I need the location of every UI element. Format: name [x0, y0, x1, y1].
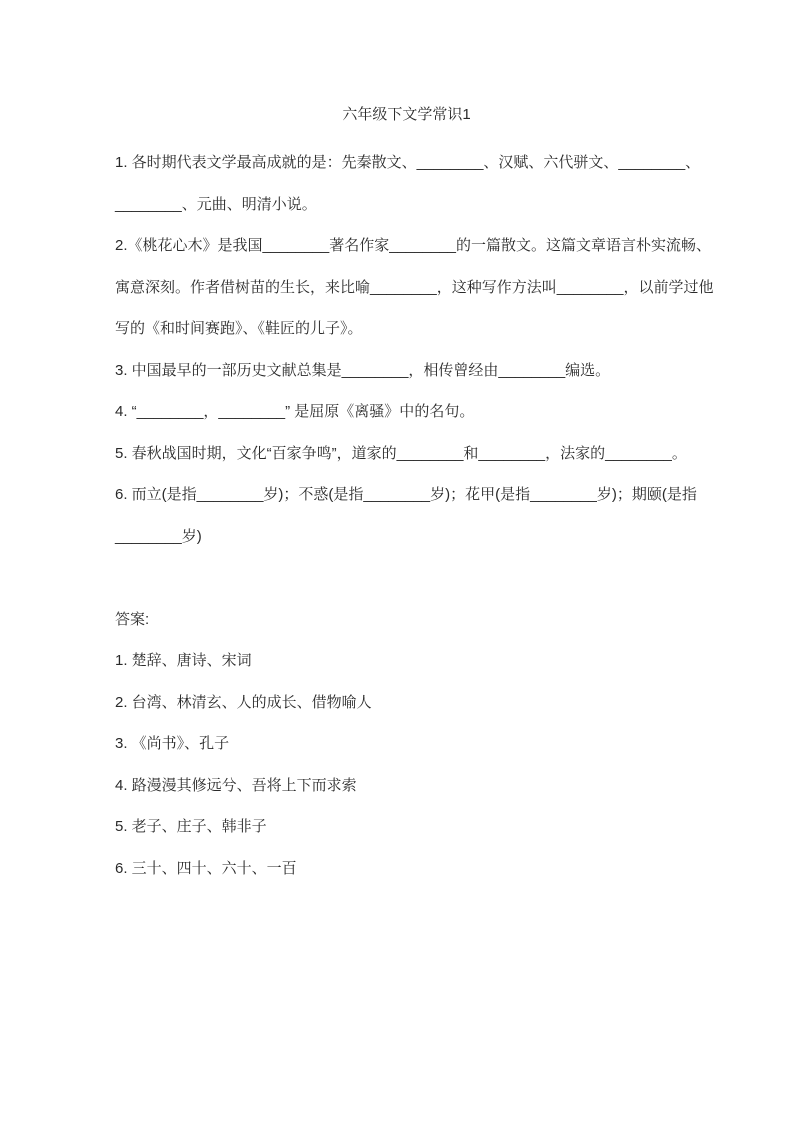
- question-6-line-1: 6. 而立(是指________岁)；不惑(是指________岁)；花甲(是指________岁)；期颐(是指: [115, 486, 697, 503]
- question-2-line-2: 寓意深刻。作者借树苗的生长，来比喻________，这种写作方法叫________，以前学过他: [115, 278, 714, 296]
- answer-3: 3. 《尚书》、孔子: [115, 735, 230, 752]
- question-5-line-1: 5. 春秋战国时期，文化“百家争鸣”，道家的________和________，法家的________。: [115, 444, 687, 462]
- question-4-line-1: 4. “________，________” 是屈原《离骚》中的名句。: [115, 403, 475, 420]
- question-3-line-1: 3. 中国最早的一部历史文献总集是________，相传曾经由________编选。: [115, 361, 611, 379]
- question-1-line-2: ________、元曲、明清小说。: [115, 195, 317, 213]
- answer-2: 2. 台湾、林清玄、人的成长、借物喻人: [115, 693, 372, 711]
- answer-4: 4. 路漫漫其修远兮、吾将上下而求索: [115, 776, 357, 794]
- blank-line: [115, 568, 698, 610]
- answer-5: 5. 老子、庄子、韩非子: [115, 818, 267, 835]
- question-6-line-2: ________岁): [115, 527, 202, 545]
- answer-6: 6. 三十、四十、六十、一百: [115, 859, 297, 877]
- answers-heading: 答案:: [115, 610, 150, 628]
- page-title: 六年级下文学常识1: [342, 106, 471, 123]
- question-1-line-1: 1. 各时期代表文学最高成就的是：先秦散文、________、汉赋、六代骈文、________、: [115, 154, 701, 171]
- answer-1: 1. 楚辞、唐诗、宋词: [115, 652, 252, 669]
- question-2-line-1: 2.《桃花心木》是我国________著名作家________的一篇散文。这篇文章语言朴实流畅、: [115, 237, 711, 254]
- question-2-line-3: 写的《和时间赛跑》、《鞋匠的儿子》。: [115, 320, 363, 337]
